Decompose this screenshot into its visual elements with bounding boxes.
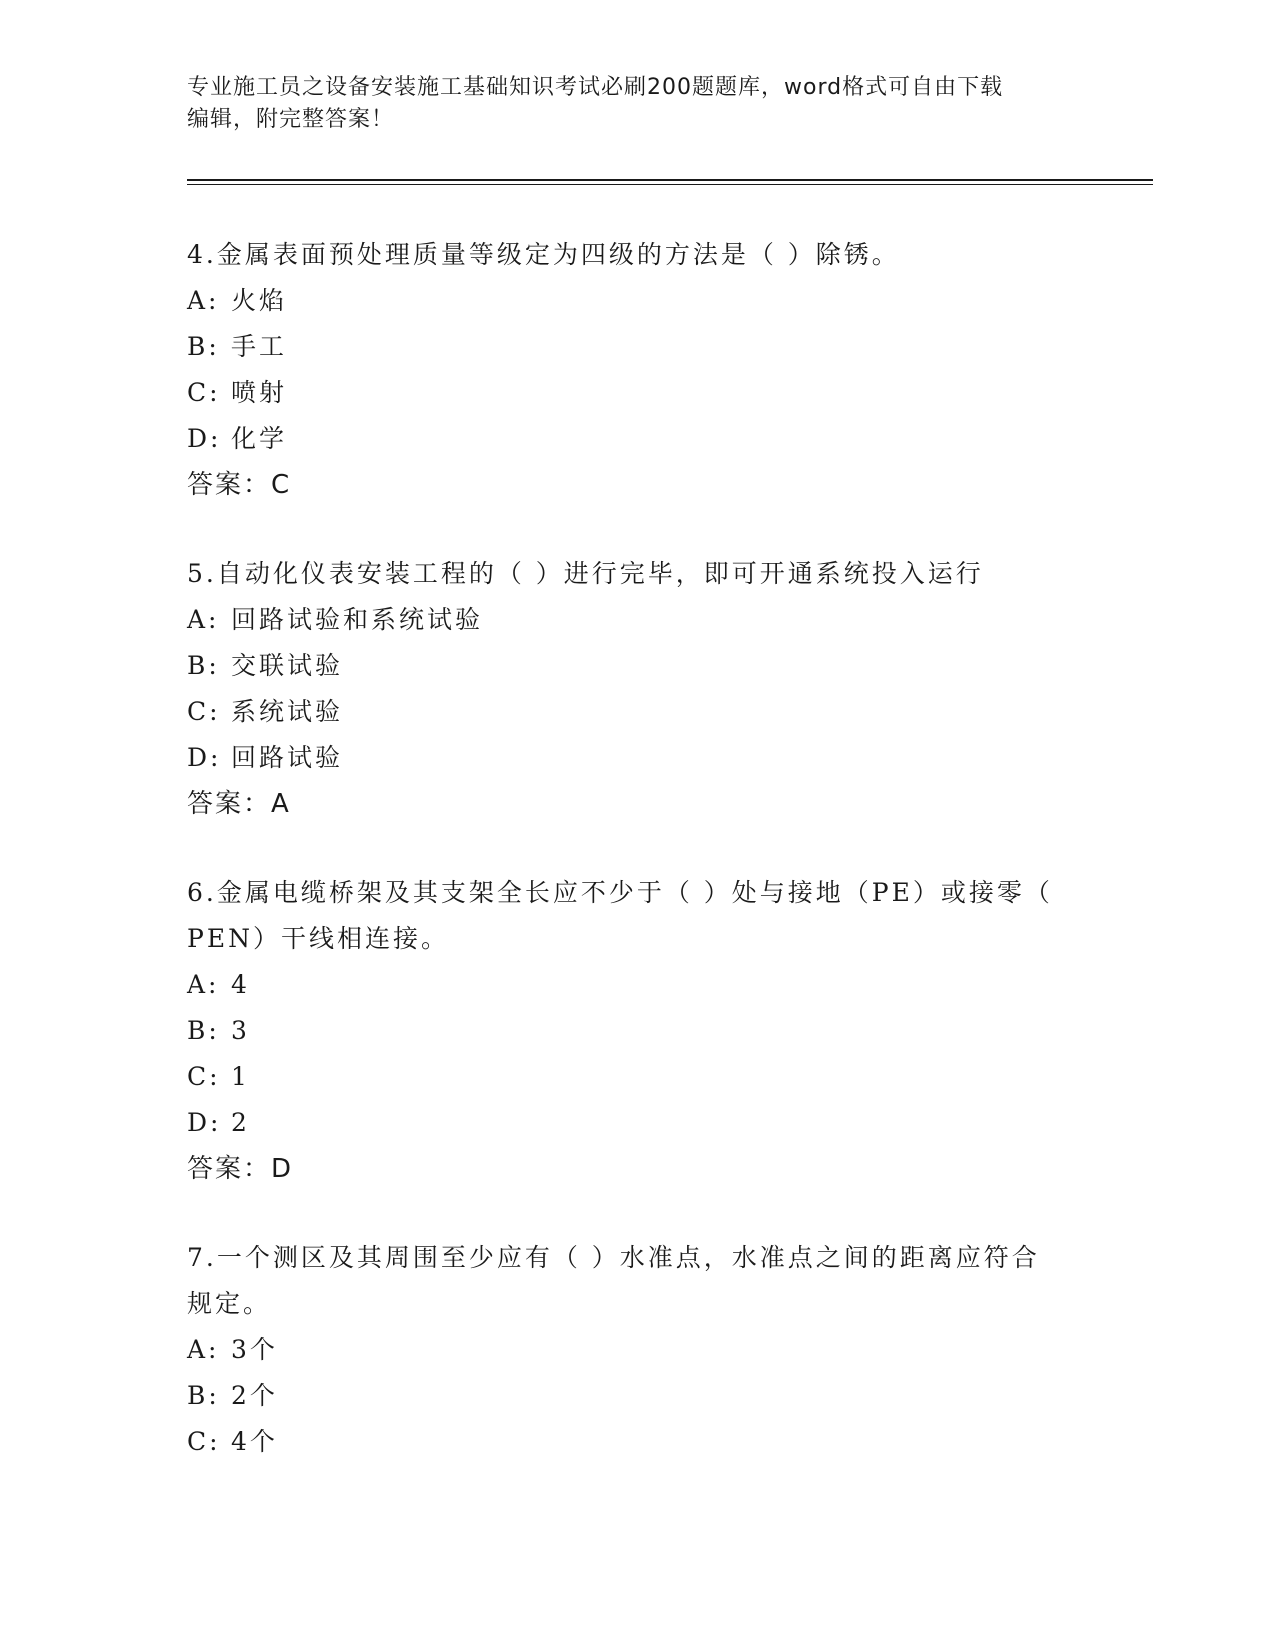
option-text: 回路试验和系统试验 <box>231 605 484 634</box>
option-key: B: <box>187 1381 220 1410</box>
option-a <box>187 1327 1087 1373</box>
question-text: 6.金属电缆桥架及其支架全长应不少于（ ）处与接地（PE）或接零（ <box>187 878 1053 907</box>
option-text: 2 <box>231 1108 250 1137</box>
option-b <box>187 324 1087 370</box>
answer-line: 答案：C <box>187 470 292 500</box>
option-d <box>187 735 1087 781</box>
option-c <box>187 1054 1087 1100</box>
question-text: 7.一个测区及其周围至少应有（ ）水准点，水准点之间的距离应符合 <box>187 1243 1040 1272</box>
option-c <box>187 1419 1087 1465</box>
option-text: 回路试验 <box>231 743 344 772</box>
option-key: A: <box>187 970 220 999</box>
option-b <box>187 643 1087 689</box>
option-key: A: <box>187 286 220 315</box>
question-text-continued: PEN）干线相连接。 <box>187 924 449 953</box>
option-key: A: <box>187 605 220 634</box>
option-text: 4个 <box>231 1427 278 1456</box>
option-b <box>187 1373 1087 1419</box>
option-a <box>187 597 1087 643</box>
answer-line: 答案：D <box>187 1154 294 1184</box>
header-divider-thick <box>187 179 1153 181</box>
question-6 <box>187 870 1087 1192</box>
option-c <box>187 370 1087 416</box>
option-d <box>187 1100 1087 1146</box>
question-text: 4.金属表面预处理质量等级定为四级的方法是（ ）除锈。 <box>187 240 900 269</box>
option-key: C: <box>187 1062 221 1091</box>
question-7 <box>187 1235 1087 1465</box>
option-key: A: <box>187 1335 220 1364</box>
option-key: D: <box>187 1108 222 1137</box>
option-b <box>187 1008 1087 1054</box>
option-text: 4 <box>231 970 250 999</box>
question-text-continued: 规定。 <box>187 1289 272 1318</box>
option-key: C: <box>187 1427 221 1456</box>
option-key: D: <box>187 743 222 772</box>
option-text: 2个 <box>231 1381 278 1410</box>
header-line-2: 编辑，附完整答案！ <box>187 107 395 132</box>
option-key: C: <box>187 378 221 407</box>
option-d <box>187 416 1087 462</box>
header-divider-thin <box>187 184 1153 185</box>
option-c <box>187 689 1087 735</box>
question-text: 5.自动化仪表安装工程的（ ）进行完毕，即可开通系统投入运行 <box>187 559 984 588</box>
answer-line: 答案：A <box>187 789 291 819</box>
question-list <box>187 232 1087 1508</box>
option-text: 3个 <box>231 1335 278 1364</box>
option-a <box>187 278 1087 324</box>
option-text: 系统试验 <box>231 697 344 726</box>
option-text: 喷射 <box>231 378 288 407</box>
option-text: 化学 <box>231 424 288 453</box>
question-4 <box>187 232 1087 508</box>
option-key: C: <box>187 697 221 726</box>
option-key: B: <box>187 332 220 361</box>
option-text: 1 <box>231 1062 250 1091</box>
option-text: 3 <box>231 1016 250 1045</box>
option-key: B: <box>187 651 220 680</box>
option-key: D: <box>187 424 222 453</box>
document-header <box>187 72 1087 136</box>
option-text: 火焰 <box>231 286 288 315</box>
question-5 <box>187 551 1087 827</box>
option-text: 手工 <box>231 332 288 361</box>
option-a <box>187 962 1087 1008</box>
option-key: B: <box>187 1016 220 1045</box>
header-line-1: 专业施工员之设备安装施工基础知识考试必刷200题题库，word格式可自由下载 <box>187 75 1004 100</box>
option-text: 交联试验 <box>231 651 344 680</box>
